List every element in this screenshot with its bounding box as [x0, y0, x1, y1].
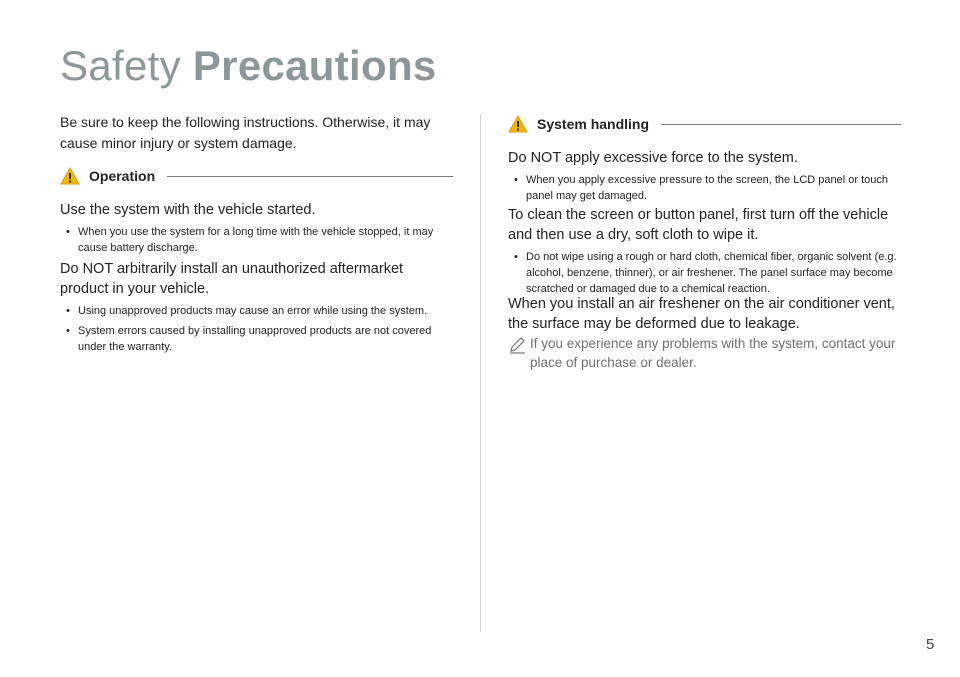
bullet-item: • Do not wipe using a rough or hard cloth, chemical fiber, organic solvent (e.g. alcohol, benzene, thinner), or air freshener. The panel surface may become scratched or damaged due to a chemical reaction. [508, 249, 901, 297]
bullet-list [508, 249, 901, 297]
page-title-light: Safety [60, 42, 181, 89]
bullet-list [60, 224, 453, 256]
note [508, 334, 901, 372]
system-handling-item-heading: Do NOT apply excessive force to the system. [508, 150, 798, 166]
system-handling-item-3 [508, 294, 901, 334]
bullet-list [508, 172, 901, 204]
bullet-list [60, 303, 453, 355]
page-title [60, 38, 437, 94]
operation-item-2 [60, 259, 453, 359]
operation-label: Operation [89, 168, 156, 184]
operation-item-heading: Do NOT arbitrarily install an unauthorized aftermarket product in your vehicle. [60, 261, 404, 297]
system-handling-section-header [508, 113, 901, 135]
system-handling-label: System handling [537, 116, 650, 132]
section-rule [661, 124, 901, 125]
system-handling-item-heading: To clean the screen or button panel, first turn off the vehicle and then use a dry, soft cloth to wipe it. [508, 207, 889, 243]
bullet-item: • Using unapproved products may cause an error while using the system. [60, 303, 453, 319]
system-handling-item-2 [508, 205, 901, 301]
operation-section-header [60, 165, 453, 187]
column-divider [480, 115, 481, 632]
system-handling-item-1 [508, 148, 901, 208]
section-rule [167, 176, 453, 177]
bullet-item: • System errors caused by installing unapproved products are not covered under the warranty. [60, 323, 453, 355]
intro-text: Be sure to keep the following instructions. Otherwise, it may cause minor injury or system damage. [60, 114, 431, 151]
system-handling-item-heading: When you install an air freshener on the air conditioner vent, the surface may be deformed due to leakage. [508, 296, 895, 332]
pencil-note-icon [508, 336, 530, 354]
warning-icon [508, 115, 528, 133]
bullet-item: • When you apply excessive pressure to the screen, the LCD panel or touch panel may get damaged. [508, 172, 901, 204]
operation-item-1 [60, 200, 453, 260]
note-text: If you experience any problems with the system, contact your place of purchase or dealer. [530, 336, 896, 370]
warning-icon [60, 167, 80, 185]
bullet-item: • When you use the system for a long time with the vehicle stopped, it may cause battery discharge. [60, 224, 453, 256]
page-number: 5 [926, 636, 935, 653]
page-title-bold: Precautions [192, 42, 437, 89]
operation-item-heading: Use the system with the vehicle started. [60, 202, 316, 218]
